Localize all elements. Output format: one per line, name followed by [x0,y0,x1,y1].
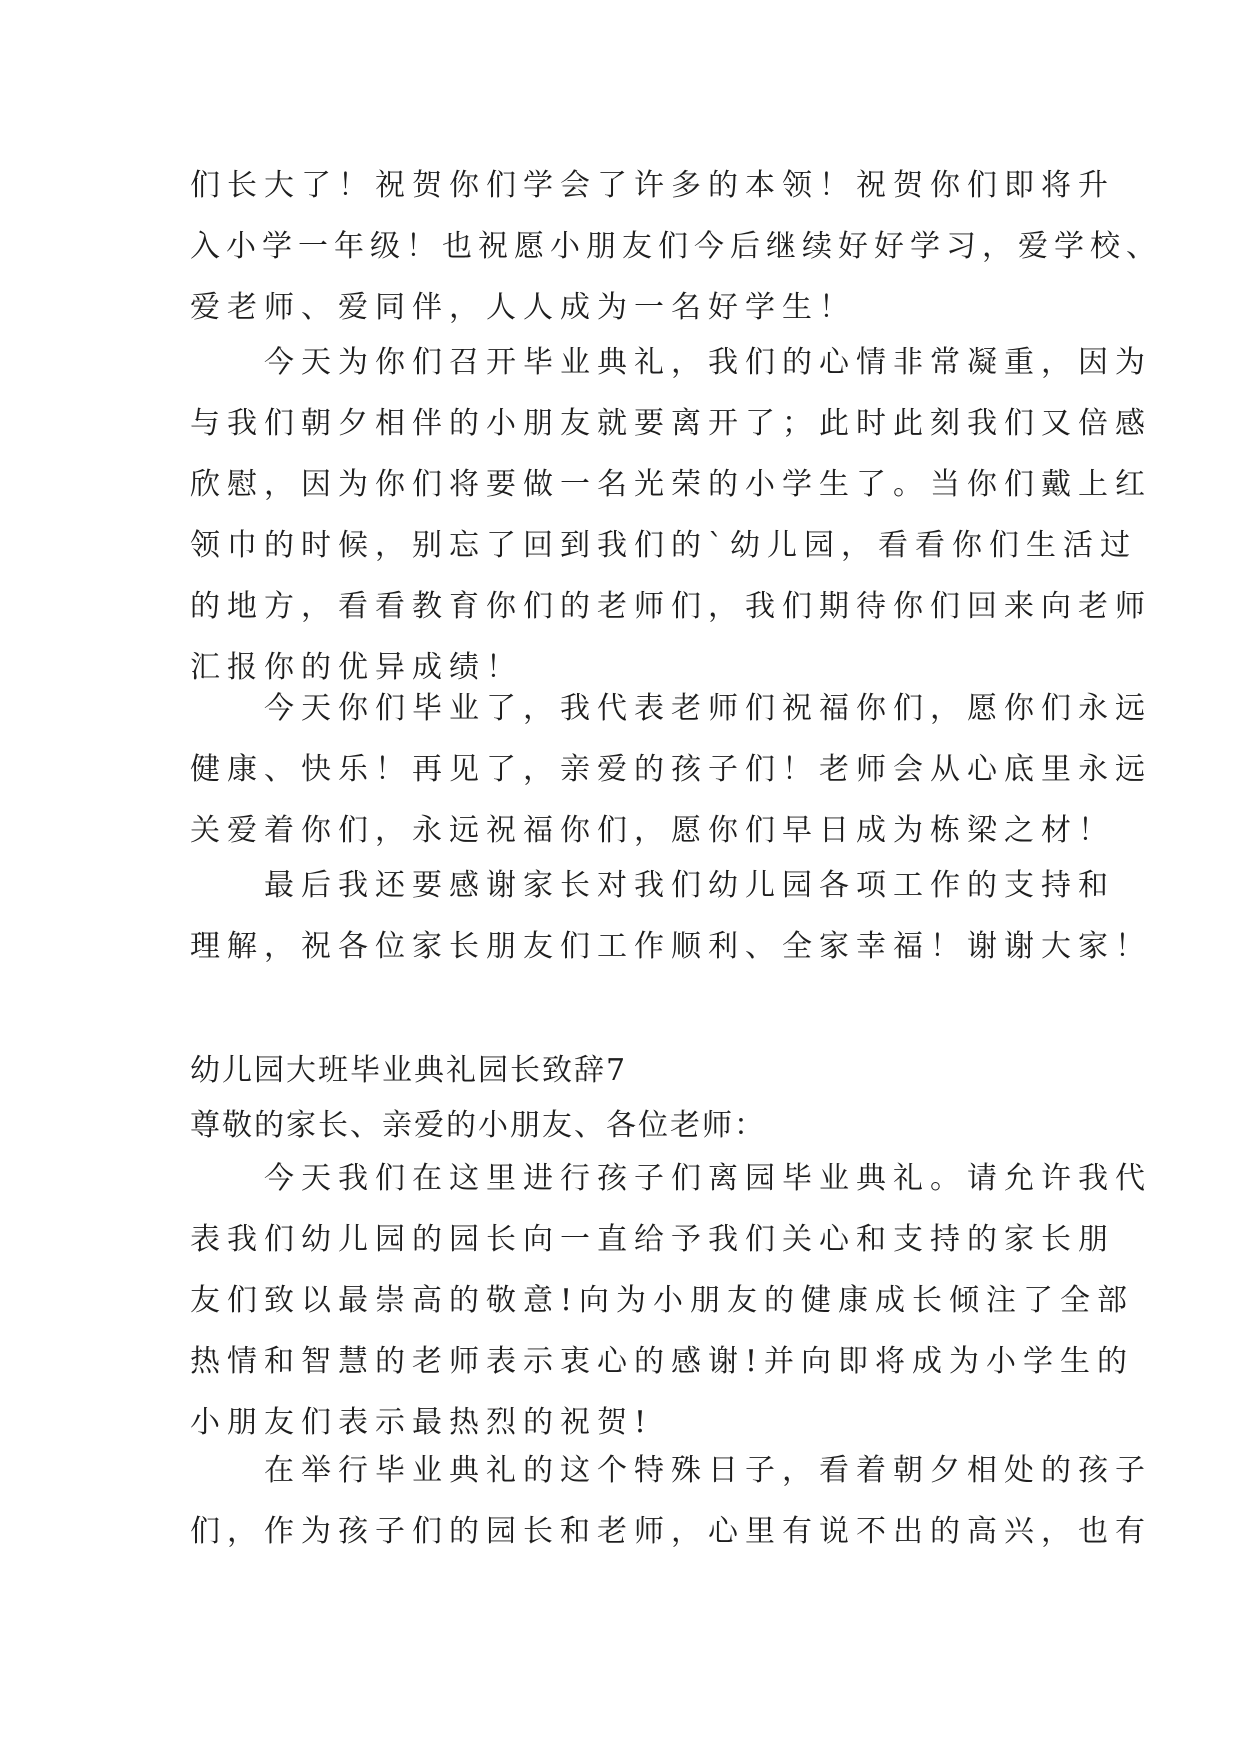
text-line: 理解，祝各位家长朋友们工作顺利、全家幸福！谢谢大家！ [190,929,1152,964]
text-line: 今天你们毕业了，我代表老师们祝福你们，愿你们永远 [190,691,1152,726]
paragraph-opening [190,1148,1152,1453]
text-line: 们，作为孩子们的园长和老师，心里有说不出的高兴，也有 [190,1514,1152,1549]
text-line: 爱老师、爱同伴，人人成为一名好学生！ [190,290,856,325]
text-line: 欣慰，因为你们将要做一名光荣的小学生了。当你们戴上红 [190,467,1152,502]
paragraph-farewell [190,332,1152,698]
text-line: 今天为你们召开毕业典礼，我们的心情非常凝重，因为 [190,345,1152,380]
text-line: 汇报你的优异成绩！ [190,650,523,685]
paragraph-blessing [190,678,1152,861]
text-line: 们长大了！祝贺你们学会了许多的本领！祝贺你们即将升 [190,168,1115,203]
text-line: 在举行毕业典礼的这个特殊日子，看着朝夕相处的孩子 [190,1453,1152,1488]
text-line: 关爱着你们，永远祝福你们，愿你们早日成为栋梁之材！ [190,813,1115,848]
text-line: 表我们幼儿园的园长向一直给予我们关心和支持的家长朋 [190,1222,1115,1257]
text-line: 今天我们在这里进行孩子们离园毕业典礼。请允许我代 [190,1161,1152,1196]
continuation-paragraph [190,155,1162,338]
salutation: 尊敬的家长、亲爱的小朋友、各位老师： [190,1108,766,1143]
section-heading: 幼儿园大班毕业典礼园长致辞7 [190,1053,628,1088]
text-line: 领巾的时候，别忘了回到我们的`幼儿园，看看你们生活过 [190,528,1137,563]
paragraph-thanks [190,855,1152,977]
text-line: 友们致以最崇高的敬意!向为小朋友的健康成长倾注了全部 [190,1283,1135,1318]
text-line: 健康、快乐！再见了，亲爱的孩子们！老师会从心底里永远 [190,752,1152,787]
text-line: 最后我还要感谢家长对我们幼儿园各项工作的支持和 [190,868,1115,903]
text-line: 的地方，看看教育你们的老师们，我们期待你们回来向老师 [190,589,1152,624]
text-line: 入小学一年级！也祝愿小朋友们今后继续好好学习，爱学校、 [190,229,1162,264]
text-line: 小朋友们表示最热烈的祝贺! [190,1405,654,1440]
text-line: 热情和智慧的老师表示衷心的感谢!并向即将成为小学生的 [190,1344,1135,1379]
paragraph-special-day [190,1440,1152,1562]
text-line: 与我们朝夕相伴的小朋友就要离开了；此时此刻我们又倍感 [190,406,1152,441]
